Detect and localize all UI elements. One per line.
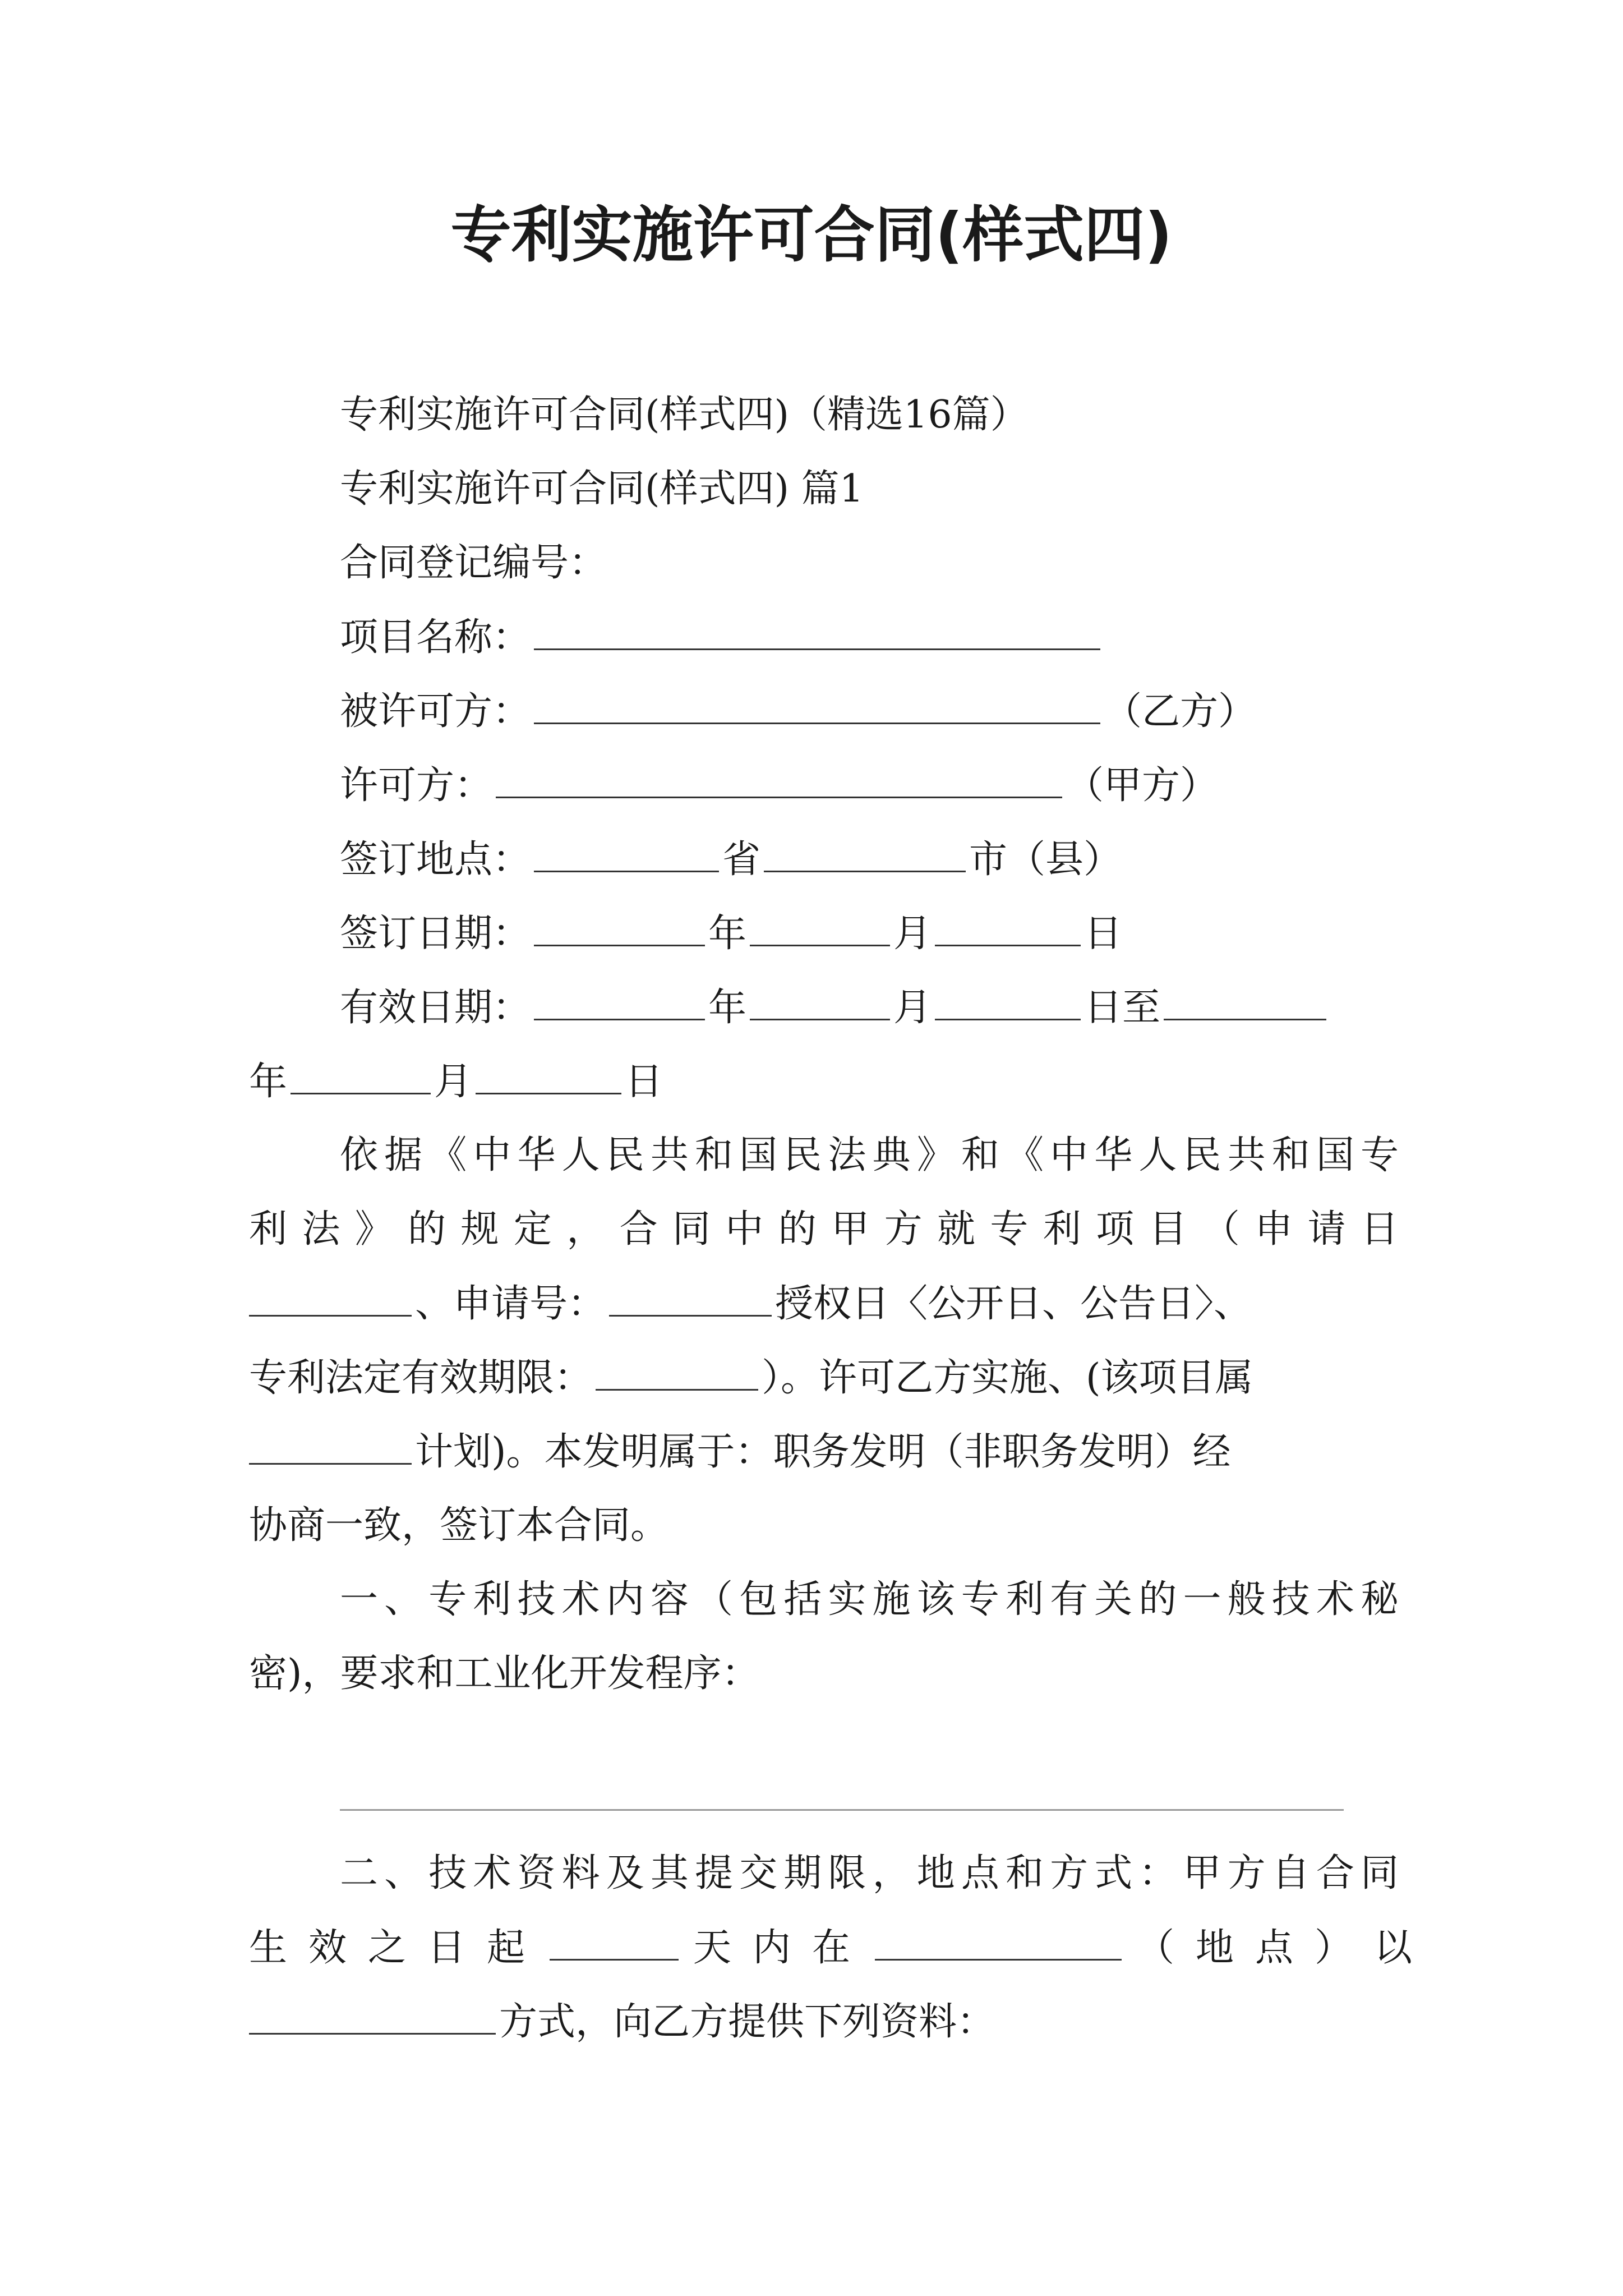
valid-day-blank[interactable] [935, 979, 1081, 1020]
province-text: 省 [722, 838, 761, 882]
subtitle: 专利实施许可合同(样式四)（精选16篇） [340, 393, 1029, 437]
method-text: 方式，向乙方提供下列资料： [499, 2000, 995, 2044]
province-blank[interactable] [534, 831, 719, 872]
method-blank[interactable] [249, 1994, 496, 2035]
project-name-label: 项目名称： [340, 615, 531, 660]
licensee-suffix: （乙方） [1104, 689, 1257, 734]
plan-blank[interactable] [249, 1424, 412, 1465]
valid-date-row-cont [249, 1053, 1399, 1110]
city-text: 市（县） [969, 838, 1122, 882]
days-blank[interactable] [550, 1920, 679, 1961]
licensee-label: 被许可方： [340, 689, 531, 734]
basis-line-1: 依据《中华人民共和国民法典》和《中华人民共和国专 [340, 1133, 1399, 1177]
basis-line-4 [249, 1350, 1399, 1406]
section-2-line-3 [249, 1994, 1399, 2050]
section-2-line-2 [249, 1920, 1434, 1976]
valid-month-blank[interactable] [750, 979, 890, 1020]
license-text: ）。许可乙方实施、(该项目属 [762, 1356, 1253, 1400]
grant-date-text: 授权日〈公开日、公告日〉、 [775, 1282, 1252, 1326]
section-1-line-2: 密)，要求和工业化开发程序： [249, 1651, 760, 1696]
sign-month-blank[interactable] [750, 905, 890, 946]
basis-line-3 [249, 1276, 1399, 1332]
valid-term-blank[interactable] [596, 1350, 758, 1391]
sign-year-blank[interactable] [534, 905, 705, 946]
sign-date-row [340, 905, 1399, 962]
sign-day-blank[interactable] [935, 905, 1081, 946]
licensor-suffix: （甲方） [1066, 763, 1219, 808]
end-month-blank[interactable] [291, 1053, 431, 1094]
project-name-blank[interactable] [534, 609, 1100, 650]
chapter-heading: 专利实施许可合同(样式四) 篇1 [340, 467, 864, 511]
sign-date-label: 签订日期： [340, 912, 531, 956]
month-text: 月 [893, 986, 932, 1030]
year-text: 年 [708, 986, 747, 1030]
year-text: 年 [708, 912, 747, 956]
basis-line-5 [249, 1424, 1399, 1480]
end-day-blank[interactable] [476, 1053, 621, 1094]
day-text: 日 [625, 1060, 663, 1104]
technical-content-blank[interactable] [340, 1809, 1344, 1811]
end-year-blank[interactable] [1164, 979, 1326, 1020]
year-text: 年 [249, 1060, 288, 1104]
licensor-row [340, 757, 1399, 814]
section-1-line-1: 一、专利技术内容（包括实施该专利有关的一般技术秘 [340, 1577, 1399, 1622]
apply-date-blank[interactable] [249, 1276, 412, 1317]
place-text: （地点）以 [1136, 1926, 1434, 1970]
basis-line-6: 协商一致，签订本合同。 [249, 1503, 669, 1548]
place-blank[interactable] [875, 1920, 1122, 1961]
valid-term-label: 专利法定有效期限： [249, 1356, 593, 1400]
within-text: 天内在 [693, 1926, 872, 1970]
licensor-label: 许可方： [340, 763, 493, 808]
apply-no-blank[interactable] [609, 1276, 772, 1317]
page-title: 专利实施许可合同(样式四) [450, 200, 1173, 270]
month-text: 月 [893, 912, 932, 956]
valid-date-label: 有效日期： [340, 986, 531, 1030]
day-to-text: 日至 [1084, 986, 1161, 1030]
sign-place-label: 签订地点： [340, 838, 531, 882]
effective-text: 生效之日起 [249, 1926, 547, 1970]
sign-place-row [340, 831, 1399, 888]
valid-date-row [340, 979, 1399, 1036]
contract-reg-no: 合同登记编号： [340, 541, 607, 585]
licensee-row [340, 683, 1399, 740]
apply-no-label: 、申请号： [415, 1282, 606, 1326]
basis-line-2: 利法》的规定，合同中的甲方就专利项目（申请日 [249, 1207, 1399, 1251]
section-2-line-1: 二、技术资料及其提交期限，地点和方式：甲方自合同 [340, 1851, 1399, 1895]
project-name-row [340, 609, 1399, 666]
day-text: 日 [1084, 912, 1123, 956]
licensor-blank[interactable] [496, 757, 1062, 798]
city-blank[interactable] [764, 831, 966, 872]
licensee-blank[interactable] [534, 683, 1100, 724]
plan-text: 计划)。本发明属于：职务发明（非职务发明）经 [415, 1430, 1231, 1474]
valid-year-blank[interactable] [534, 979, 705, 1020]
month-text: 月 [434, 1060, 473, 1104]
